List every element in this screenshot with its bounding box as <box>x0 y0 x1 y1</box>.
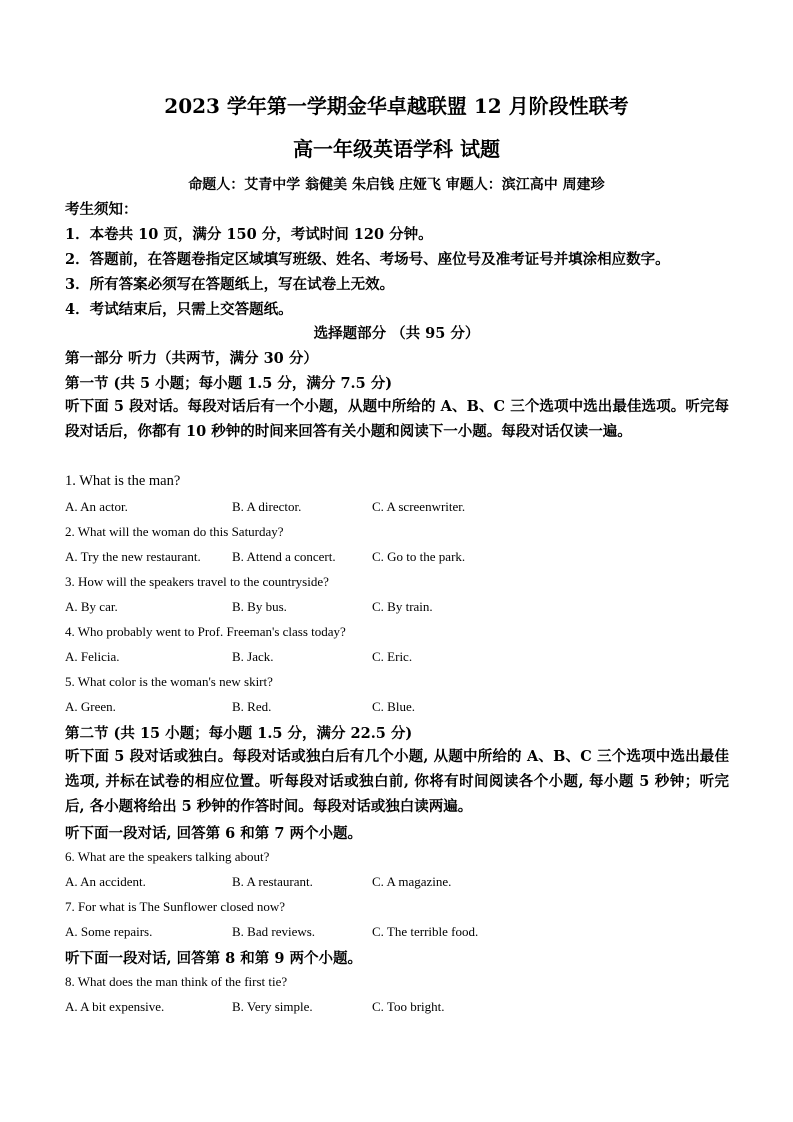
question-stem: 1. What is the man? <box>65 473 181 489</box>
question-options <box>0 874 793 892</box>
option-a: A. An actor. <box>65 499 128 514</box>
option-c: C. Too bright. <box>372 999 445 1014</box>
option-c: C. A screenwriter. <box>372 499 466 514</box>
option-c: C. A magazine. <box>372 874 452 889</box>
sec1-instructions: 听下面 5 段对话。每段对话后有一个小题，从题中所给的 A、B、C 三个选项中选出最佳选项。听完每段对话后，你都有 10 秒钟的时间来回答有关小题和阅读下一小题。每段对话仅读一遍。 <box>65 398 729 440</box>
option-a: A. Green. <box>65 699 116 714</box>
option-b: B. Bad reviews. <box>232 924 316 939</box>
notice-item: 2．答题前，在答题卷指定区域填写班级、姓名、考场号、座位号及准考证号并填涂相应数字。 <box>65 251 670 268</box>
section-title: 选择题部分 （共 95 分） <box>313 325 480 342</box>
question-stem: 2. What will the woman do this Saturday? <box>65 524 284 539</box>
option-a: A. Some repairs. <box>65 924 153 939</box>
dialog-instruction: 听下面一段对话, 回答第 6 和第 7 两个小题。 <box>65 825 362 842</box>
question-options <box>0 699 793 717</box>
question-options <box>0 999 793 1017</box>
notice-item: 3．所有答案必须写在答题纸上，写在试卷上无效。 <box>65 276 395 293</box>
option-a: A. By car. <box>65 599 118 614</box>
question-stem: 5. What color is the woman's new skirt? <box>65 674 273 689</box>
question-options <box>0 924 793 942</box>
option-a: A. An accident. <box>65 874 146 889</box>
notice-item: 4．考试结束后，只需上交答题纸。 <box>65 301 293 318</box>
option-c: C. Eric. <box>372 649 413 664</box>
question-options <box>0 599 793 617</box>
sec2-title: 第二节 (共 15 小题；每小题 1.5 分，满分 22.5 分) <box>65 725 413 742</box>
exam-title: 2023 学年第一学期金华卓越联盟 12 月阶段性联考 <box>164 94 629 118</box>
option-c: C. By train. <box>372 599 433 614</box>
option-c: C. Go to the park. <box>372 549 466 564</box>
authors-line: 命题人：艾青中学 翁健美 朱启钱 庄娅飞 审题人：滨江高中 周建珍 <box>188 177 605 193</box>
option-a: A. Felicia. <box>65 649 120 664</box>
exam-subtitle: 高一年级英语学科 试题 <box>293 137 500 161</box>
option-b: B. Red. <box>232 699 272 714</box>
question-stem: 7. For what is The Sunflower closed now? <box>65 899 286 914</box>
sec1-title: 第一节 (共 5 小题；每小题 1.5 分，满分 7.5 分) <box>65 375 393 392</box>
option-a: A. Try the new restaurant. <box>65 549 201 564</box>
question-stem: 6. What are the speakers talking about? <box>65 849 270 864</box>
option-c: C. Blue. <box>372 699 415 714</box>
option-b: B. Attend a concert. <box>232 549 336 564</box>
part1-title: 第一部分 听力（共两节，满分 30 分） <box>65 350 318 367</box>
option-a: A. A bit expensive. <box>65 999 165 1014</box>
dialog-instruction: 听下面一段对话, 回答第 8 和第 9 两个小题。 <box>65 950 362 967</box>
question-options <box>0 499 793 517</box>
option-b: B. Jack. <box>232 649 274 664</box>
notice-heading: 考生须知： <box>65 201 138 218</box>
sec2-instructions: 听下面 5 段对话或独白。每段对话或独白后有几个小题, 从题中所给的 A、B、C 三个选项中选出最佳选项, 并标在试卷的相应位置。听每段对话或独白前, 你将有时间阅读各个小题, 每小题 5 秒钟；听完后, 各小题将给出 5 秒钟的作答时间。每段对话或独白读两遍。 <box>65 748 729 815</box>
option-b: B. A director. <box>232 499 302 514</box>
option-c: C. The terrible food. <box>372 924 479 939</box>
option-b: B. Very simple. <box>232 999 313 1014</box>
option-b: B. A restaurant. <box>232 874 313 889</box>
question-stem: 4. Who probably went to Prof. Freeman's class today? <box>65 624 346 639</box>
question-options <box>0 549 793 567</box>
notice-item: 1．本卷共 10 页，满分 150 分，考试时间 120 分钟。 <box>65 226 433 243</box>
question-options <box>0 649 793 667</box>
question-stem: 3. How will the speakers travel to the countryside? <box>65 574 329 589</box>
option-b: B. By bus. <box>232 599 287 614</box>
question-stem: 8. What does the man think of the first tie? <box>65 974 288 989</box>
